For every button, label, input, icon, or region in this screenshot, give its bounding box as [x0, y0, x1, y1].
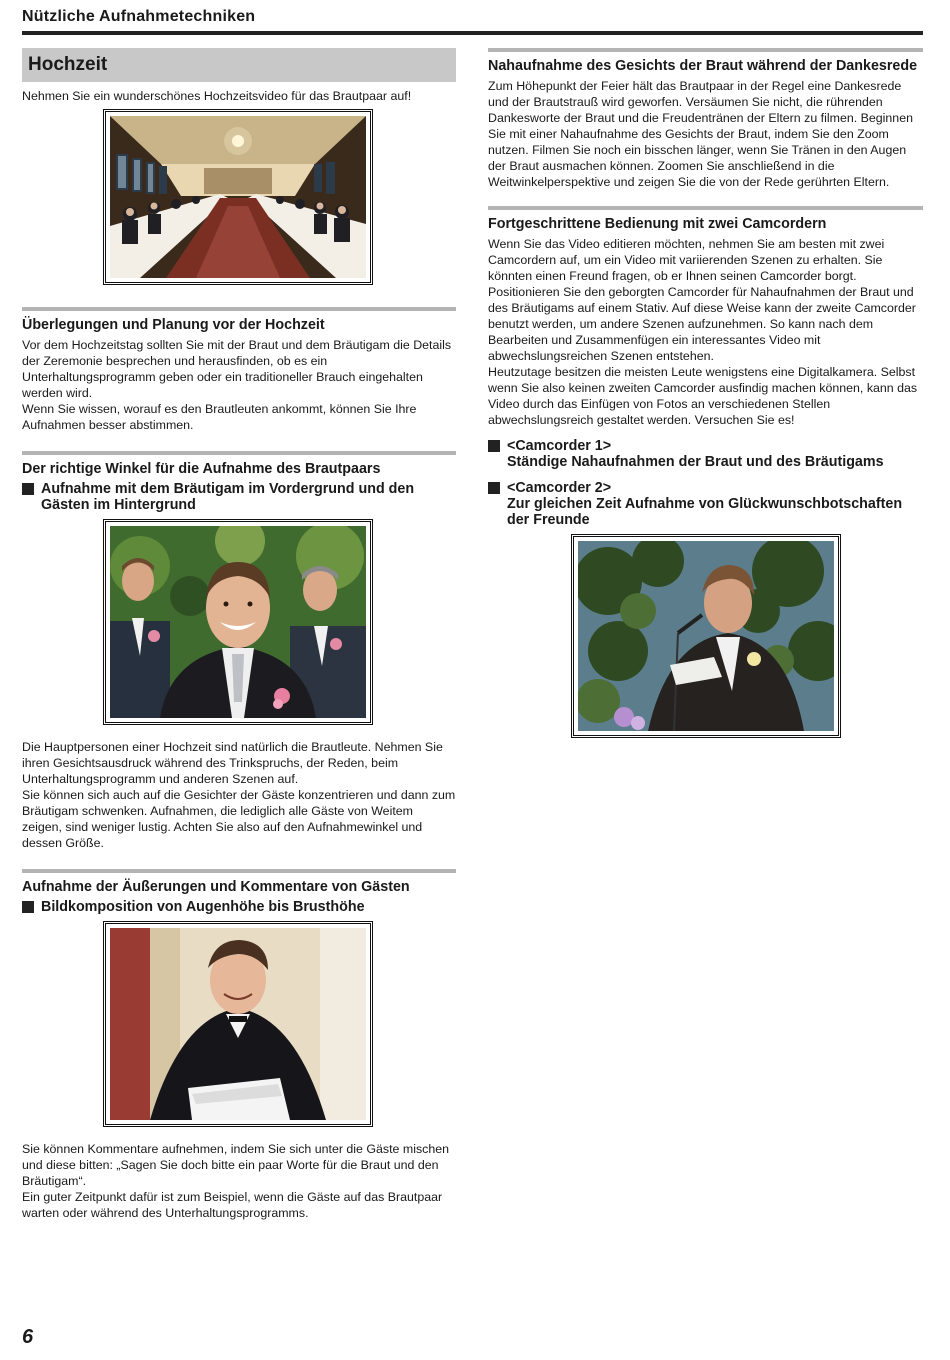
bullet-square-icon [22, 483, 34, 495]
section-divider [22, 869, 456, 873]
left-column [22, 48, 456, 1221]
intro-text: Nehmen Sie ein wunderschönes Hochzeitsvideo für das Brautpaar auf! [22, 89, 412, 103]
section-body-planning: Vor dem Hochzeitstag sollten Sie mit der Braut und dem Bräutigam die Details der Zeremonie besprechen und herausfinden, ob es ein Unterhaltungsprogramm geben oder ein traditioneller Brauch eingehalten werden wird. Wenn Sie wissen, worauf es den Brautleuten ankommt, können Sie Ihre Aufnahmen besser abstimmen. [22, 338, 452, 432]
photo-groom [105, 521, 371, 723]
section-heading-planning: Überlegungen und Planung vor der Hochzeit [22, 317, 325, 333]
bullet-square-icon [488, 482, 500, 494]
section-body-two-camcorders: Wenn Sie das Video editieren möchten, nehmen Sie am besten mit zwei Camcordern auf, um ein Video mit variierenden Szenen zu erhalten. Sie könnten einen Freund fragen, ob er Ihnen seinen Camcorder borgt. Positionieren Sie den geborgten Camcorder für Nahaufnahmen der Braut und des Bräutigams auf einem Stativ. Auf diese Weise kann der zweite Camcorder benutzt werden, um andere Szenen aufzunehmen. So kann nach dem Bearbeiten und Zusammenfügen ein interessantes Video mit abwechslungsreichen Szenen entstehen. Heutzutage besitzen die meisten Leute wenigstens eine Digitalkamera. Selbst wenn Sie also keinen zweiten Camcorder ausfindig machen können, kann das Video durch das Einfügen von Fotos an verschiedenen Stellen abwechslungsreich gestaltet werden. Versuchen Sie es! [488, 237, 918, 427]
section-heading-angle: Der richtige Winkel für die Aufnahme des Brautpaars [22, 461, 381, 477]
section-divider [22, 451, 456, 455]
bullet-item [488, 480, 923, 528]
bullet-item [22, 899, 456, 915]
section-body-comments: Sie können Kommentare aufnehmen, indem Sie sich unter die Gäste mischen und diese bitten: „Sagen Sie doch bitte ein paar Worte für die Braut und den Bräutigam“. Ein guter Zeitpunkt dafür ist zum Beispiel, wenn die Gäste auf das Brautpaar warten oder während des Unterhaltungsprogramms. [22, 1142, 450, 1220]
photo-friend-speech [573, 536, 839, 736]
header-divider [22, 31, 923, 35]
bullet-square-icon [488, 440, 500, 452]
bullet-square-icon [22, 901, 34, 913]
page-title: Nützliche Aufnahmetechniken [22, 8, 256, 25]
page-number: 6 [22, 1326, 34, 1348]
topic-title: Hochzeit [28, 54, 108, 75]
bullet-item [488, 438, 923, 470]
section-body-bride-speech: Zum Höhepunkt der Feier hält das Brautpaar in der Regel eine Dankesrede und der Brautstrauß wird geworfen. Versäumen Sie nicht, die rührenden Dankesworte der Braut und die Freudentränen der Eltern zu filmen. Beginnen Sie mit einer Nahaufnahme des Gesichts der Braut, indem Sie den Zoom nutzen. Filmen Sie noch ein bisschen länger, wenn Sie Tränen in den Augen der Braut ausmachen können. Zoomen Sie anschließend in die Weitwinkelperspektive und zeigen Sie die von der Rede gerührten Eltern. [488, 79, 913, 189]
section-divider [22, 307, 456, 311]
topic-banner [22, 48, 456, 82]
right-column [488, 48, 923, 736]
bullet-text: Aufnahme mit dem Bräutigam im Vordergrund und den Gästen im Hintergrund [41, 481, 415, 513]
section-body-angle: Die Hauptpersonen einer Hochzeit sind natürlich die Brautleute. Nehmen Sie ihren Gesichtsausdruck während des Trinkspruchs, der Reden, beim Unterhaltungsprogramm und anderen Szenen auf. Sie können sich auch auf die Gesichter der Gäste konzentrieren und dann zum Bräutigam schwenken. Aufnahmen, die lediglich alle Gäste von Weitem zeigen, sind weniger lustig. Achten Sie also auf den Aufnahmewinkel und dessen Größe. [22, 740, 456, 850]
bullet-text: Bildkomposition von Augenhöhe bis Brusthöhe [41, 899, 365, 915]
bullet-text: <Camcorder 2> Zur gleichen Zeit Aufnahme von Glückwunschbotschaften der Freunde [507, 480, 903, 528]
section-heading-comments: Aufnahme der Äußerungen und Kommentare von Gästen [22, 879, 410, 895]
section-divider [488, 48, 923, 52]
bullet-item [22, 481, 456, 513]
section-heading-two-camcorders: Fortgeschrittene Bedienung mit zwei Camcordern [488, 216, 827, 232]
photo-banquet-hall [105, 111, 371, 283]
bullet-text: <Camcorder 1> Ständige Nahaufnahmen der Braut und des Bräutigams [507, 438, 884, 470]
section-divider [488, 206, 923, 210]
section-heading-bride-speech: Nahaufnahme des Gesichts der Braut während der Dankesrede [488, 58, 918, 74]
photo-guest-speaker [105, 923, 371, 1125]
page-header [22, 8, 922, 26]
